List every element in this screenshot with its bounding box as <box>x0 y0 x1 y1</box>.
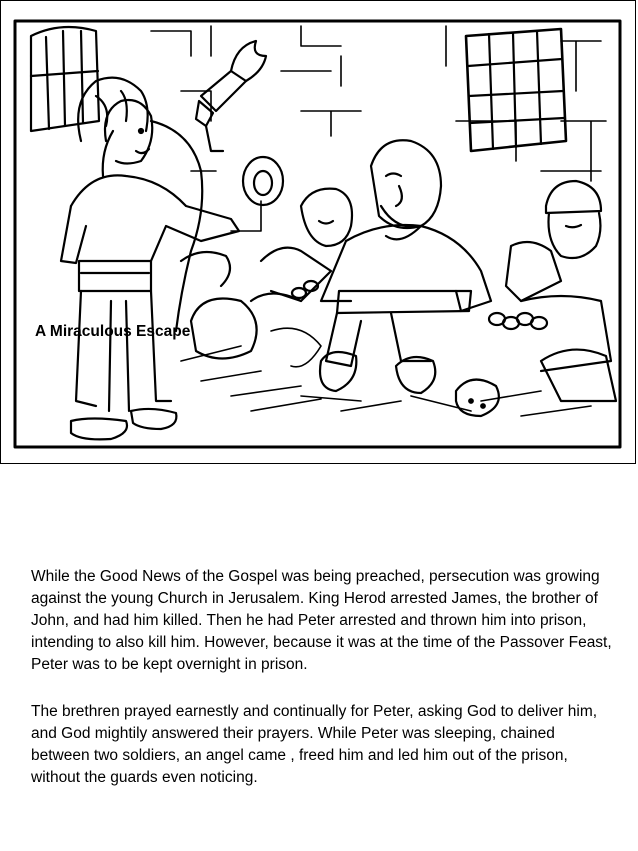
torch <box>196 41 266 151</box>
inner-border <box>15 21 620 447</box>
peter-figure <box>320 140 491 393</box>
left-window <box>31 27 99 131</box>
story-title: A Miraculous Escape <box>35 323 191 340</box>
bread-loaf <box>456 380 499 416</box>
barred-window <box>466 29 566 151</box>
straw-floor <box>181 328 591 416</box>
right-guard <box>506 181 611 371</box>
story-paragraph-2: The brethren prayed earnestly and continually for Peter, asking God to deliver him, and God mightily answered their prayers. While Peter was sleeping, chained between two soldiers, an angel came , freed him and led him out of the prison, without the guards even noticing. <box>31 703 598 786</box>
prison-scene-drawing <box>1 1 637 465</box>
wall-shackle <box>243 157 283 205</box>
story-paragraph-1: While the Good News of the Gospel was being preached, persecution was growing against the young Church in Jerusalem. King Herod arrested James, the brother of John, and had him killed. Then he had Peter arrested and thrown him into prison, intending to also kill him. However, because it was at the time of the Passover Feast, Peter was to be kept overnight in prison. <box>31 568 612 673</box>
